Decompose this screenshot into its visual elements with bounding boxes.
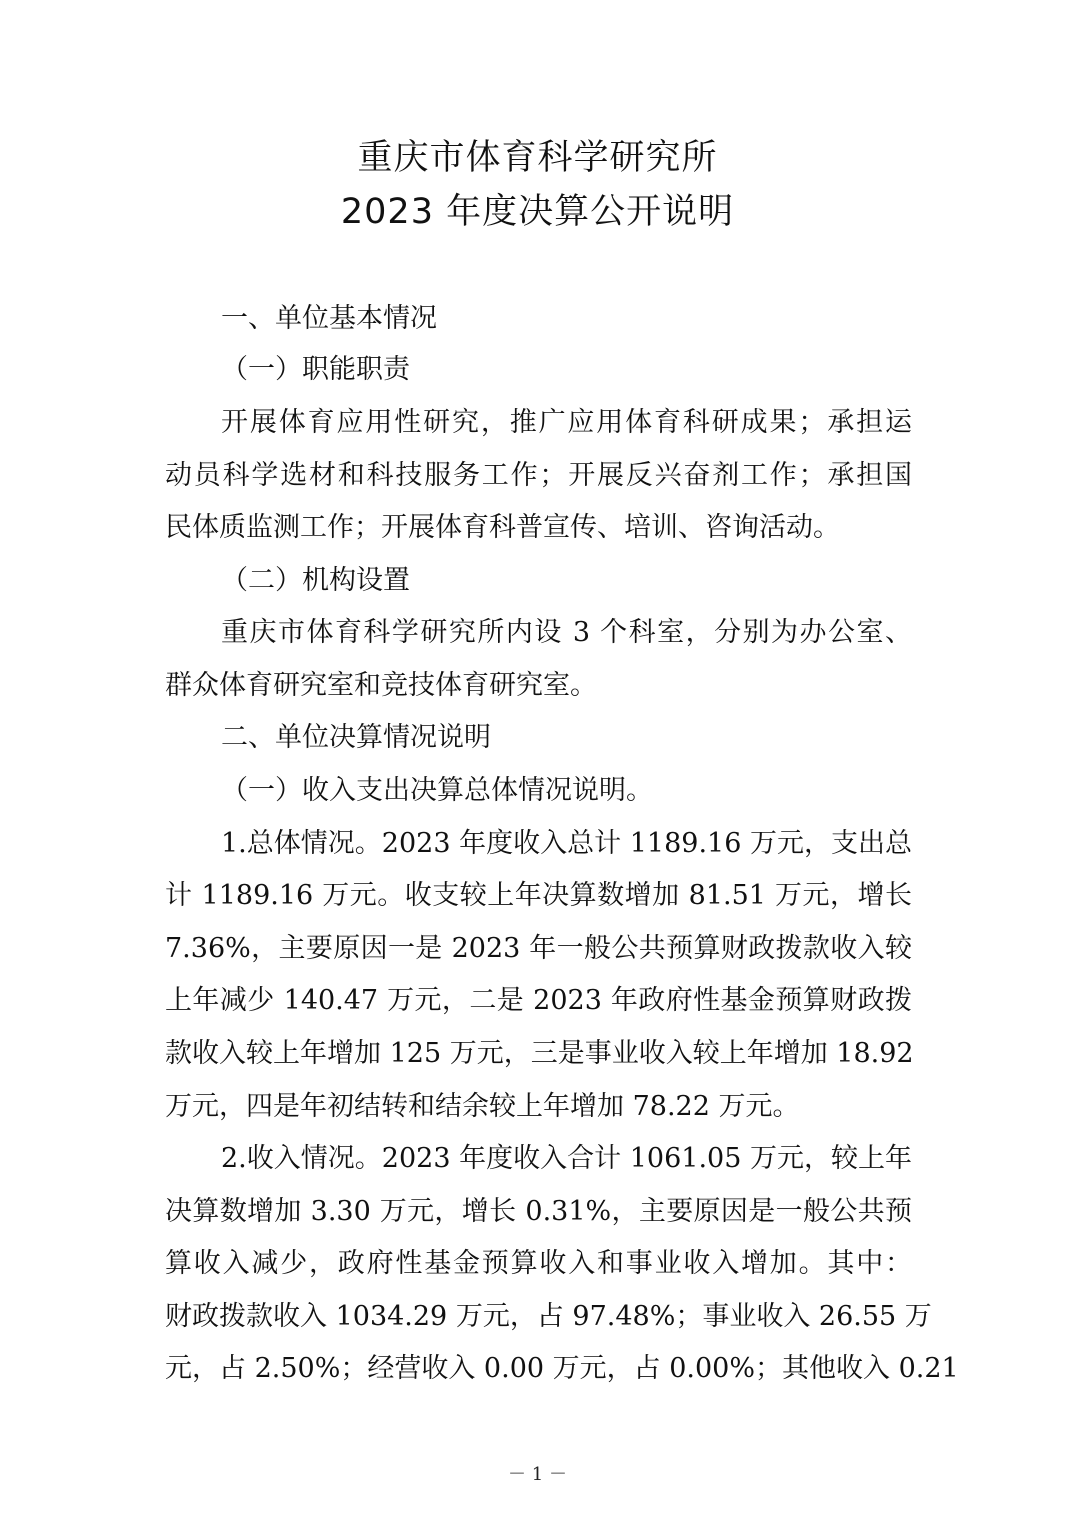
page-number: － 1 － — [508, 1464, 567, 1485]
document-title-line-2: 2023 年度决算公开说明 — [340, 192, 735, 232]
paragraph-line: 款收入较上年增加 125 万元，三是事业收入较上年增加 18.92 — [165, 1038, 914, 1069]
paragraph-line: 元，占 2.50%；经营收入 0.00 万元，占 0.00%；其他收入 0.21 — [165, 1353, 959, 1384]
paragraph-line: 万元，四是年初结转和结余较上年增加 78.22 万元。 — [165, 1091, 800, 1122]
paragraph-line: 1.总体情况。2023 年度收入总计 1189.16 万元，支出总 — [221, 828, 912, 859]
paragraph-line: 民体质监测工作；开展体育科普宣传、培训、咨询活动。 — [165, 512, 840, 543]
section-1-subheading-1: （一）职能职责 — [221, 354, 410, 385]
paragraph-line: 2.收入情况。2023 年度收入合计 1061.05 万元，较上年 — [221, 1143, 912, 1174]
paragraph-line: 重庆市体育科学研究所内设 3 个科室，分别为办公室、 — [221, 617, 912, 648]
paragraph-line: 算收入减少，政府性基金预算收入和事业收入增加。其中： — [165, 1248, 912, 1279]
section-2-heading: 二、单位决算情况说明 — [221, 722, 491, 753]
paragraph-line: 开展体育应用性研究，推广应用体育科研成果；承担运 — [221, 407, 912, 438]
paragraph-line: 上年减少 140.47 万元，二是 2023 年政府性基金预算财政拨 — [165, 985, 912, 1016]
document-title-line-1: 重庆市体育科学研究所 — [357, 138, 718, 178]
paragraph-line: 财政拨款收入 1034.29 万元，占 97.48%；事业收入 26.55 万 — [165, 1301, 932, 1332]
paragraph-line: 群众体育研究室和竞技体育研究室。 — [165, 670, 597, 701]
section-1-heading: 一、单位基本情况 — [221, 303, 437, 334]
paragraph-line: 7.36%，主要原因一是 2023 年一般公共预算财政拨款收入较 — [165, 933, 912, 964]
paragraph-line: 决算数增加 3.30 万元，增长 0.31%，主要原因是一般公共预 — [165, 1196, 912, 1227]
section-2-subheading-1: （一）收入支出决算总体情况说明。 — [221, 775, 653, 806]
paragraph-line: 计 1189.16 万元。收支较上年决算数增加 81.51 万元，增长 — [165, 880, 912, 911]
section-1-subheading-2: （二）机构设置 — [221, 565, 410, 596]
paragraph-line: 动员科学选材和科技服务工作；开展反兴奋剂工作；承担国 — [165, 460, 912, 491]
